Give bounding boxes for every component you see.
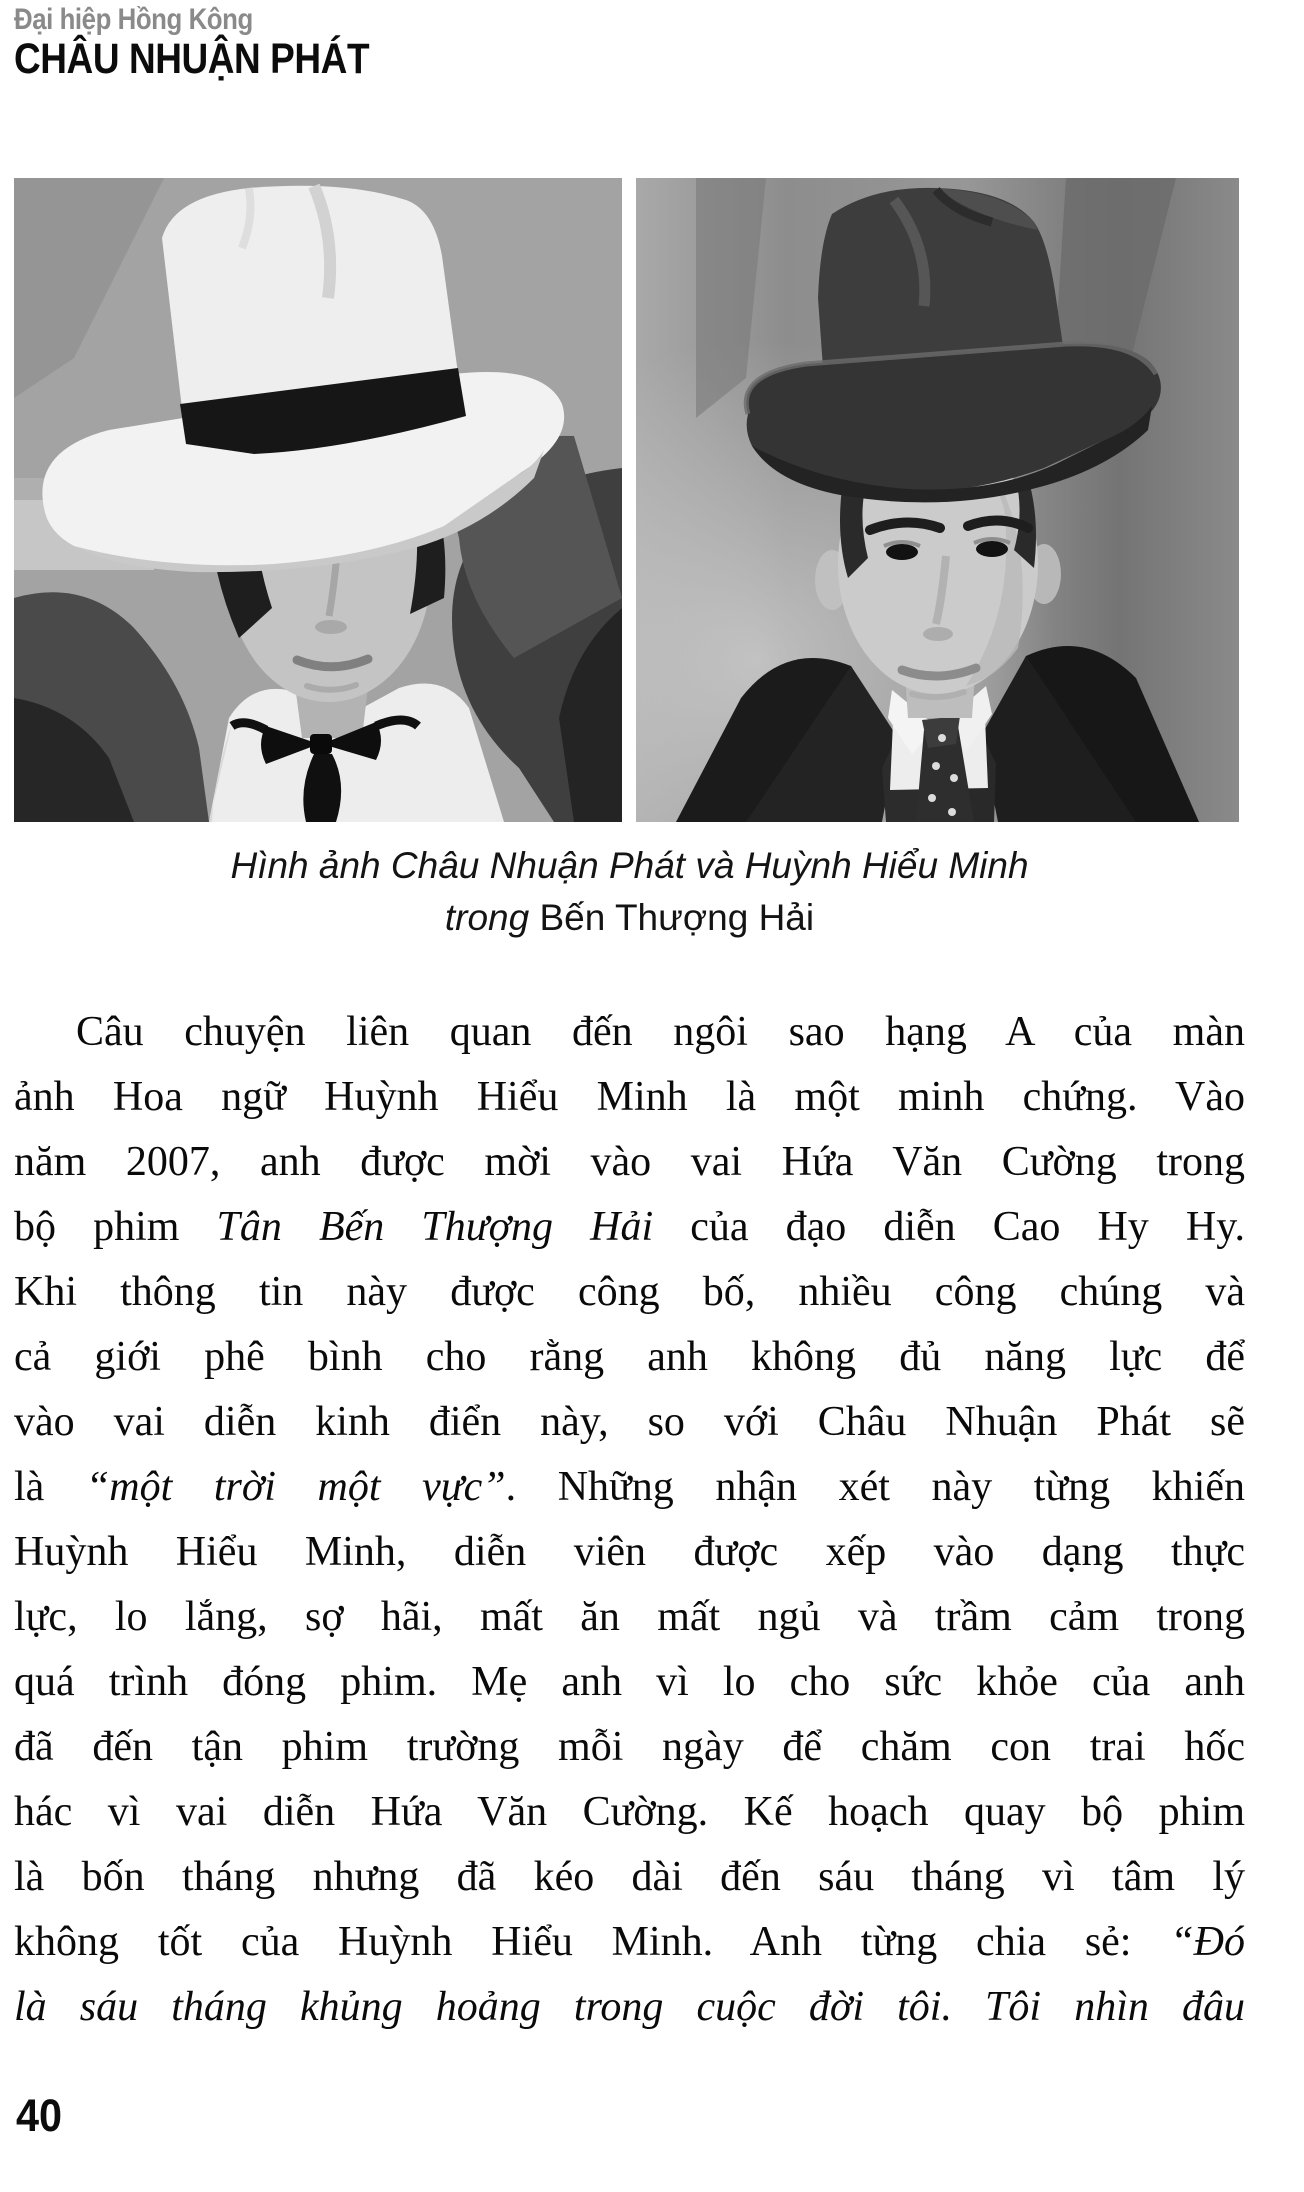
photo-right-illustration bbox=[636, 178, 1239, 822]
body-text: Khi thông tin này được công bố, nhiều công chúng và bbox=[14, 1269, 1245, 1315]
body-text-italic: “một trời một vực” bbox=[85, 1464, 506, 1510]
photo-caption bbox=[14, 840, 1245, 944]
body-line bbox=[14, 1130, 1245, 1195]
body-line bbox=[14, 1520, 1245, 1585]
body-line bbox=[14, 1585, 1245, 1650]
body-line bbox=[14, 1650, 1245, 1715]
page-header bbox=[14, 4, 427, 81]
body-line bbox=[14, 1780, 1245, 1845]
body-text: là bốn tháng nhưng đã kéo dài đến sáu tháng vì tâm lý bbox=[14, 1854, 1245, 1900]
body-text: năm 2007, anh được mời vào vai Hứa Văn Cường trong bbox=[14, 1139, 1245, 1185]
photo-huynh-hieu-minh bbox=[636, 178, 1239, 822]
photo-block bbox=[14, 178, 1245, 822]
photo-left-illustration bbox=[14, 178, 622, 822]
body-line bbox=[14, 1390, 1245, 1455]
body-text: Câu chuyện liên quan đến ngôi sao hạng A của màn bbox=[76, 1009, 1245, 1055]
body-text: . Những nhận xét này từng khiến bbox=[505, 1464, 1245, 1510]
body-line bbox=[14, 1845, 1245, 1910]
body-text: quá trình đóng phim. Mẹ anh vì lo cho sức khỏe của anh bbox=[14, 1659, 1245, 1705]
body-text: cả giới phê bình cho rằng anh không đủ năng lực để bbox=[14, 1334, 1245, 1380]
body-line bbox=[14, 1455, 1245, 1520]
body-line bbox=[14, 1325, 1245, 1390]
chapter-title: CHÂU NHUẬN PHÁT bbox=[14, 34, 370, 83]
photo-chau-nhuan-phat bbox=[14, 178, 622, 822]
body-line bbox=[14, 1910, 1245, 1975]
article-body bbox=[14, 1000, 1245, 2040]
body-text: Huỳnh Hiểu Minh, diễn viên được xếp vào dạng thực bbox=[14, 1529, 1245, 1575]
body-line bbox=[14, 1715, 1245, 1780]
body-text: lực, lo lắng, sợ hãi, mất ăn mất ngủ và trầm cảm trong bbox=[14, 1594, 1245, 1640]
body-text: vào vai diễn kinh điển này, so với Châu Nhuận Phát sẽ bbox=[14, 1399, 1245, 1445]
body-text: ảnh Hoa ngữ Huỳnh Hiểu Minh là một minh chứng. Vào bbox=[14, 1074, 1245, 1120]
body-text-italic: Tân Bến Thượng Hải bbox=[216, 1204, 654, 1250]
body-line bbox=[14, 1000, 1245, 1065]
caption-line-1-text: Hình ảnh Châu Nhuận Phát và Huỳnh Hiểu Minh bbox=[230, 845, 1029, 886]
caption-film-prefix: trong bbox=[444, 896, 530, 938]
body-text: là bbox=[14, 1464, 86, 1510]
body-line bbox=[14, 1195, 1245, 1260]
caption-film-title: Bến Thượng Hải bbox=[529, 896, 815, 938]
body-text-italic: là sáu tháng khủng hoảng trong cuộc đời tôi. Tôi nhìn đâu bbox=[14, 1984, 1245, 2030]
caption-line-2 bbox=[14, 892, 1245, 944]
body-text: hác vì vai diễn Hứa Văn Cường. Kế hoạch quay bộ phim bbox=[14, 1789, 1245, 1835]
body-text: đã đến tận phim trường mỗi ngày để chăm con trai hốc bbox=[14, 1724, 1245, 1770]
body-text-italic: “Đó bbox=[1170, 1919, 1245, 1965]
body-text: của đạo diễn Cao Hy Hy. bbox=[653, 1204, 1246, 1250]
body-line bbox=[14, 1065, 1245, 1130]
page-number: 40 bbox=[16, 2090, 63, 2141]
body-text: không tốt của Huỳnh Hiểu Minh. Anh từng chia sẻ: bbox=[14, 1919, 1171, 1965]
series-title: Đại hiệp Hồng Kông bbox=[14, 3, 253, 36]
body-line bbox=[14, 1975, 1245, 2040]
caption-line-1 bbox=[14, 840, 1245, 892]
body-text: bộ phim bbox=[14, 1204, 217, 1250]
body-line bbox=[14, 1260, 1245, 1325]
